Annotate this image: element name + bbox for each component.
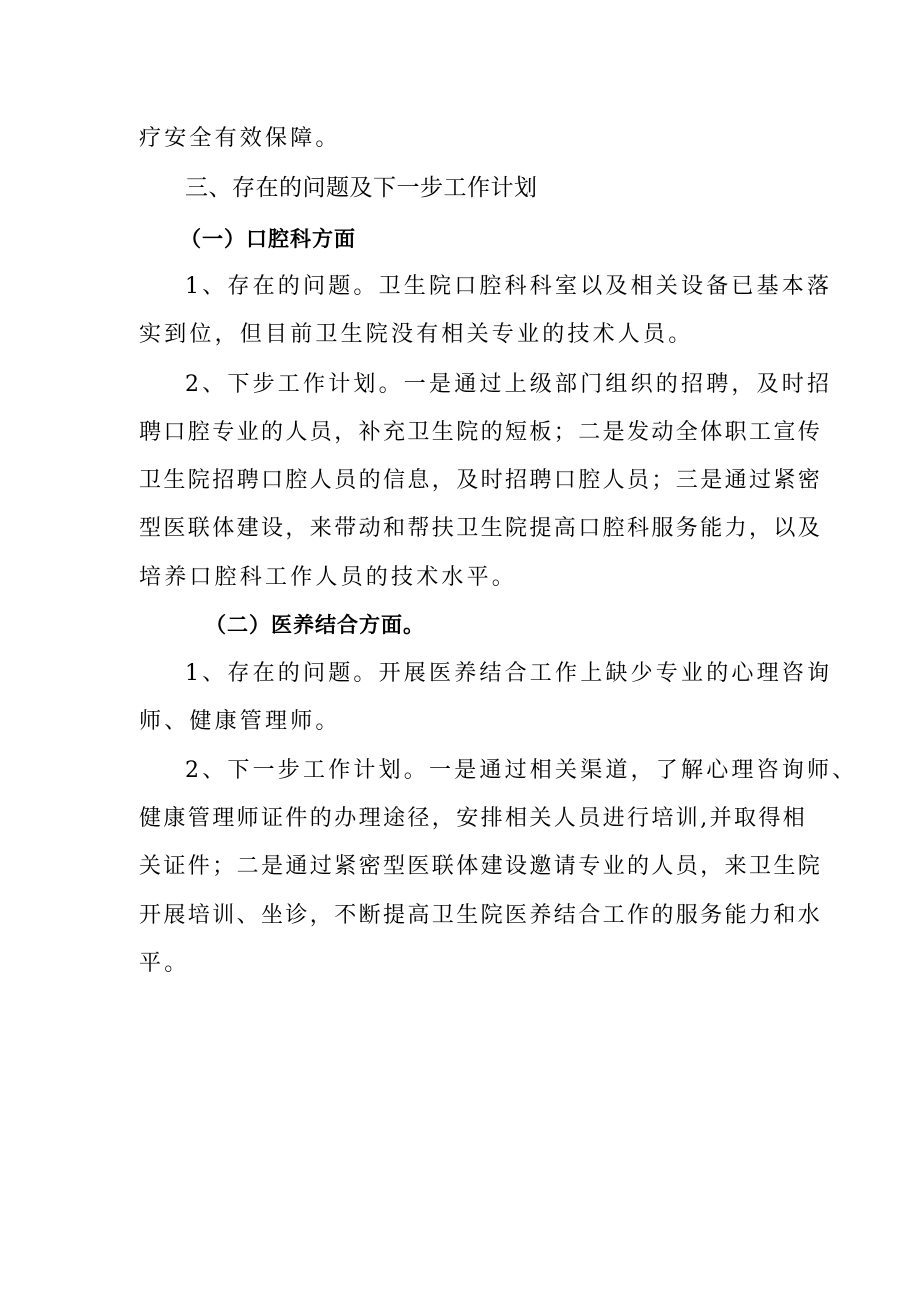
paragraph-4-line-2: 健康管理师证件的办理途径，安排相关人员进行培训,并取得相 [139, 806, 808, 831]
paragraph-2-line-4: 型医联体建设，来带动和帮扶卫生院提高口腔科服务能力，以及 [139, 516, 823, 541]
paragraph-4-line-4: 开展培训、坐诊，不断提高卫生院医养结合工作的服务能力和水 [139, 903, 823, 928]
subsection-heading-2: （二）医养结合方面。 [205, 613, 425, 637]
paragraph-4-line-3: 关证件；二是通过紧密型医联体建设邀请专业的人员，来卫生院 [139, 854, 823, 879]
paragraph-1-line-2: 实到位，但目前卫生院没有相关专业的技术人员。 [139, 322, 694, 347]
paragraph-2-line-1: 2、下步工作计划。一是通过上级部门组织的招聘，及时招 [185, 372, 833, 397]
paragraph-1-line-1: 1、存在的问题。卫生院口腔科科室以及相关设备已基本落 [185, 274, 833, 299]
subsection-heading-1: （一）口腔科方面 [180, 227, 356, 251]
paragraph-3-line-1: 1、存在的问题。开展医养结合工作上缺少专业的心理咨询 [185, 661, 833, 686]
paragraph-2-line-5: 培养口腔科工作人员的技术水平。 [139, 565, 518, 590]
paragraph-2-line-2: 聘口腔专业的人员，补充卫生院的短板；二是发动全体职工宣传 [139, 420, 823, 445]
section-heading-3: 三、存在的问题及下一步工作计划 [185, 175, 538, 201]
paragraph-continuation: 疗安全有效保障。 [139, 126, 341, 151]
paragraph-4-line-5: 平。 [139, 951, 190, 976]
paragraph-3-line-2: 师、健康管理师。 [139, 709, 341, 734]
paragraph-2-line-3: 卫生院招聘口腔人员的信息，及时招聘口腔人员；三是通过紧密 [139, 468, 823, 493]
paragraph-4-line-1: 2、下一步工作计划。一是通过相关渠道，了解心理咨询师、 [185, 758, 858, 783]
